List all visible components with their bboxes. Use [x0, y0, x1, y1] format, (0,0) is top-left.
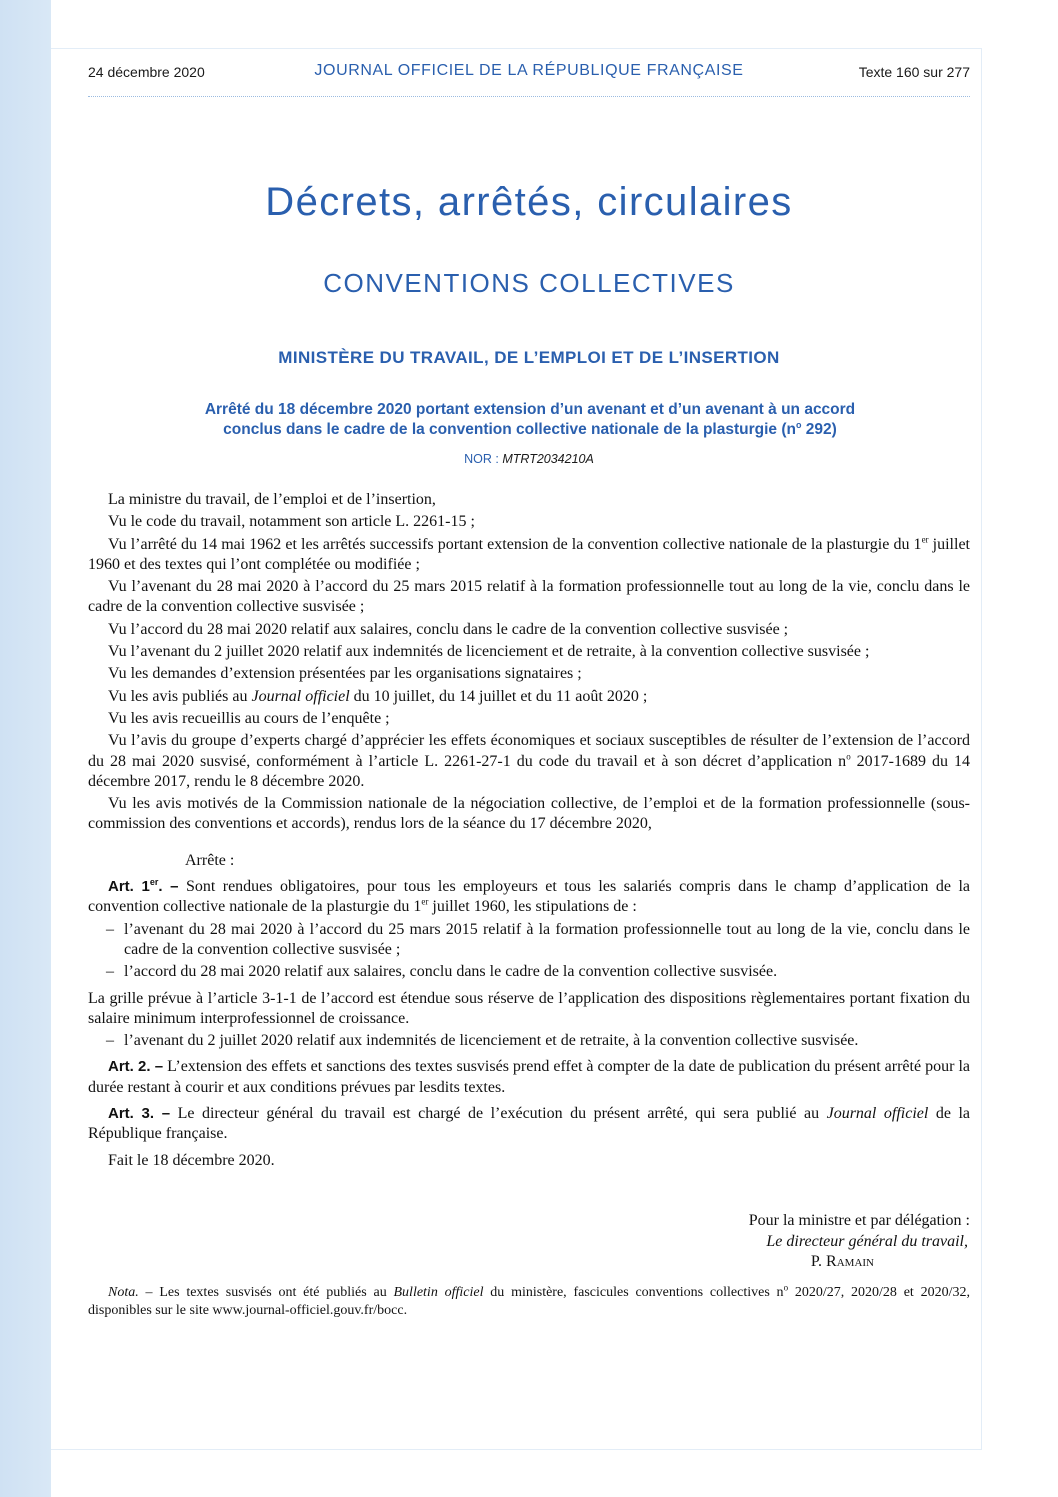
article-1 [88, 877, 970, 918]
nota-label: Nota. [108, 1285, 139, 1300]
preamble-accord-salaires: Vu l’accord du 28 mai 2020 relatif aux salaires, conclu dans le cadre de la convention collective susvisée ; [108, 620, 789, 638]
nor-reference [0, 452, 1058, 466]
article-1-text-a: Sont rendues obligatoires, pour tous les employeurs et tous les salariés compris dans le champ d’application de la convention collective nationale de la plasturgie du 1 [88, 878, 971, 916]
dash-marker: – [106, 920, 114, 938]
article-1-grille: La grille prévue à l’article 3-1-1 de l’accord est étendue sous réserve de l’application des dispositions règlementaires portant fixation du salaire minimum interprofessionnel de croissance. [88, 989, 970, 1027]
signature-title: Le directeur général du travail, [766, 1232, 968, 1250]
preamble-experts-a: Vu l’avis du groupe d’experts chargé d’apprécier les effets économiques et sociaux susceptibles de résulter de l’extension de l’accord du 28 mai 2020 susvisé, conformément à l’article L. 2261-27-1 du code du travail et à son décret d’application n [88, 732, 970, 770]
nor-value: MTRT2034210A [502, 452, 594, 466]
arrete-title-line-2-a: conclus dans le cadre de la convention collective nationale de la plasturgie (n [223, 421, 796, 438]
arrete-title [100, 400, 960, 440]
article-3-journal-officiel: Journal officiel [826, 1105, 929, 1123]
preamble-avis-publies [88, 687, 970, 707]
nota-sup: o [783, 1282, 789, 1293]
preamble-journal-officiel: Journal officiel [251, 687, 350, 705]
header-text-number: Texte 160 sur 277 [858, 64, 970, 80]
nota-text-a: – Les textes susvisés ont été publiés au [138, 1285, 394, 1300]
arrete-title-line-1: Arrêté du 18 décembre 2020 portant extension d’un avenant et d’un avenant à un accord [204, 401, 856, 418]
article-2-label: Art. 2. – [108, 1058, 164, 1076]
header-divider [88, 96, 970, 97]
article-2 [88, 1057, 970, 1098]
article-3 [88, 1104, 970, 1145]
article-3-label: Art. 3. – [108, 1105, 171, 1123]
preamble-experts-sup: o [846, 751, 851, 762]
article-1-label-end: . – [158, 878, 179, 896]
preamble-experts-b: 2017-1689 du 14 décembre 2017, rendu le 8 décembre 2020. [88, 752, 971, 790]
preamble-arrete-1962-a: Vu l’arrêté du 14 mai 1962 et les arrêtés successifs portant extension de la convention collective nationale de la plasturgie du 1 [108, 535, 922, 553]
preamble-arrete-1962 [88, 535, 970, 576]
preamble-avenant-formation: Vu l’avenant du 28 mai 2020 à l’accord du 25 mars 2015 relatif à la formation professionnelle tout au long de la vie, conclu dans le cadre de la convention collective susvisée ; [88, 578, 970, 616]
article-1-item-indemnites [88, 1031, 970, 1051]
article-1-text-sup: er [421, 897, 429, 908]
arrete-title-sup: o [795, 419, 802, 430]
arrete-word: Arrête : [185, 851, 235, 869]
nota-text-c: 2020/27, 2020/28 et 2020/32, disponibles sur le site www.journal-officiel.gouv.fr/bocc. [88, 1285, 971, 1318]
ministry-heading: MINISTÈRE DU TRAVAIL, DE L’EMPLOI ET DE L’INSERTION [278, 348, 780, 367]
article-1-item-3-text: l’avenant du 2 juillet 2020 relatif aux indemnités de licenciement et de retraite, à la convention collective susvisée. [124, 1032, 859, 1050]
document-body [88, 490, 970, 1173]
signature-block [570, 1211, 970, 1273]
article-1-item-salaires [88, 962, 970, 982]
article-1-item-formation [88, 920, 970, 961]
article-1-label [108, 878, 178, 895]
preamble-experts [88, 731, 970, 792]
preamble-arrete-1962-b: juillet 1960 et des textes qui l’ont complétée ou modifiée ; [88, 535, 970, 573]
page-header [88, 62, 970, 84]
preamble-code: Vu le code du travail, notamment son article L. 2261-15 ; [108, 513, 475, 531]
dash-marker: – [106, 963, 114, 981]
article-3-text-a: Le directeur général du travail est chargé de l’exécution du présent arrêté, qui sera publié au [170, 1105, 827, 1123]
signature-surname: Ramain [826, 1253, 874, 1270]
article-1-item-1-text: l’avenant du 28 mai 2020 à l’accord du 25 mars 2015 relatif à la formation professionnelle tout au long de la vie, conclu dans le cadre de la convention collective susvisée ; [124, 920, 970, 958]
preamble-demandes: Vu les demandes d’extension présentées par les organisations signataires ; [108, 665, 582, 683]
signature-initial: P. [810, 1253, 827, 1270]
header-date: 24 décembre 2020 [88, 64, 205, 80]
nota-text-b: du ministère, fascicules conventions collectives n [483, 1285, 784, 1300]
preamble-avis-publies-a: Vu les avis publiés au [108, 687, 252, 705]
preamble-avis-publies-b: du 10 juillet, du 14 juillet et du 11 août 2020 ; [349, 687, 648, 705]
arrete-title-line-2 [100, 420, 960, 440]
preamble-avenant-indemnites: Vu l’avenant du 2 juillet 2020 relatif aux indemnités de licenciement et de retraite, à la convention collective susvisée ; [108, 643, 870, 661]
article-1-text-b: juillet 1960, les stipulations de : [428, 898, 637, 916]
preamble-commission: Vu les avis motivés de la Commission nationale de la négociation collective, de l’emploi et de la formation professionnelle (sous-commission des conventions et accords), rendus lors de la séance du 17 décembre 2020, [88, 795, 970, 833]
signature-delegation: Pour la ministre et par délégation : [748, 1212, 970, 1229]
fait-le: Fait le 18 décembre 2020. [108, 1151, 275, 1169]
dash-marker: – [106, 1032, 114, 1050]
arrete-title-line-2-b: 292) [801, 421, 837, 438]
preamble-minister: La ministre du travail, de l’emploi et de l’insertion, [108, 491, 436, 508]
section-title: CONVENTIONS COLLECTIVES [323, 268, 735, 298]
nor-label: NOR : [464, 452, 503, 466]
article-3-text-b: de la République française. [88, 1105, 970, 1143]
signature-name [570, 1252, 970, 1273]
nota-footnote [88, 1284, 970, 1320]
nota-bulletin-officiel: Bulletin officiel [393, 1285, 484, 1300]
article-1-item-2-text: l’accord du 28 mai 2020 relatif aux salaires, conclu dans le cadre de la convention collective susvisée. [124, 963, 778, 981]
article-2-text: L’extension des effets et sanctions des textes susvisés prend effet à compter de la date de publication du présent arrêté pour la durée restant à courir et aux conditions prévues par lesdits textes. [88, 1058, 970, 1096]
article-1-label-sup: er [149, 877, 159, 888]
header-journal-title: JOURNAL OFFICIEL DE LA RÉPUBLIQUE FRANÇAISE [314, 62, 744, 79]
preamble-enquete: Vu les avis recueillis au cours de l’enquête ; [108, 709, 390, 727]
article-1-label-text: Art. 1 [108, 878, 150, 896]
preamble-arrete-1962-sup: er [921, 534, 929, 545]
main-title: Décrets, arrêtés, circulaires [265, 180, 793, 224]
